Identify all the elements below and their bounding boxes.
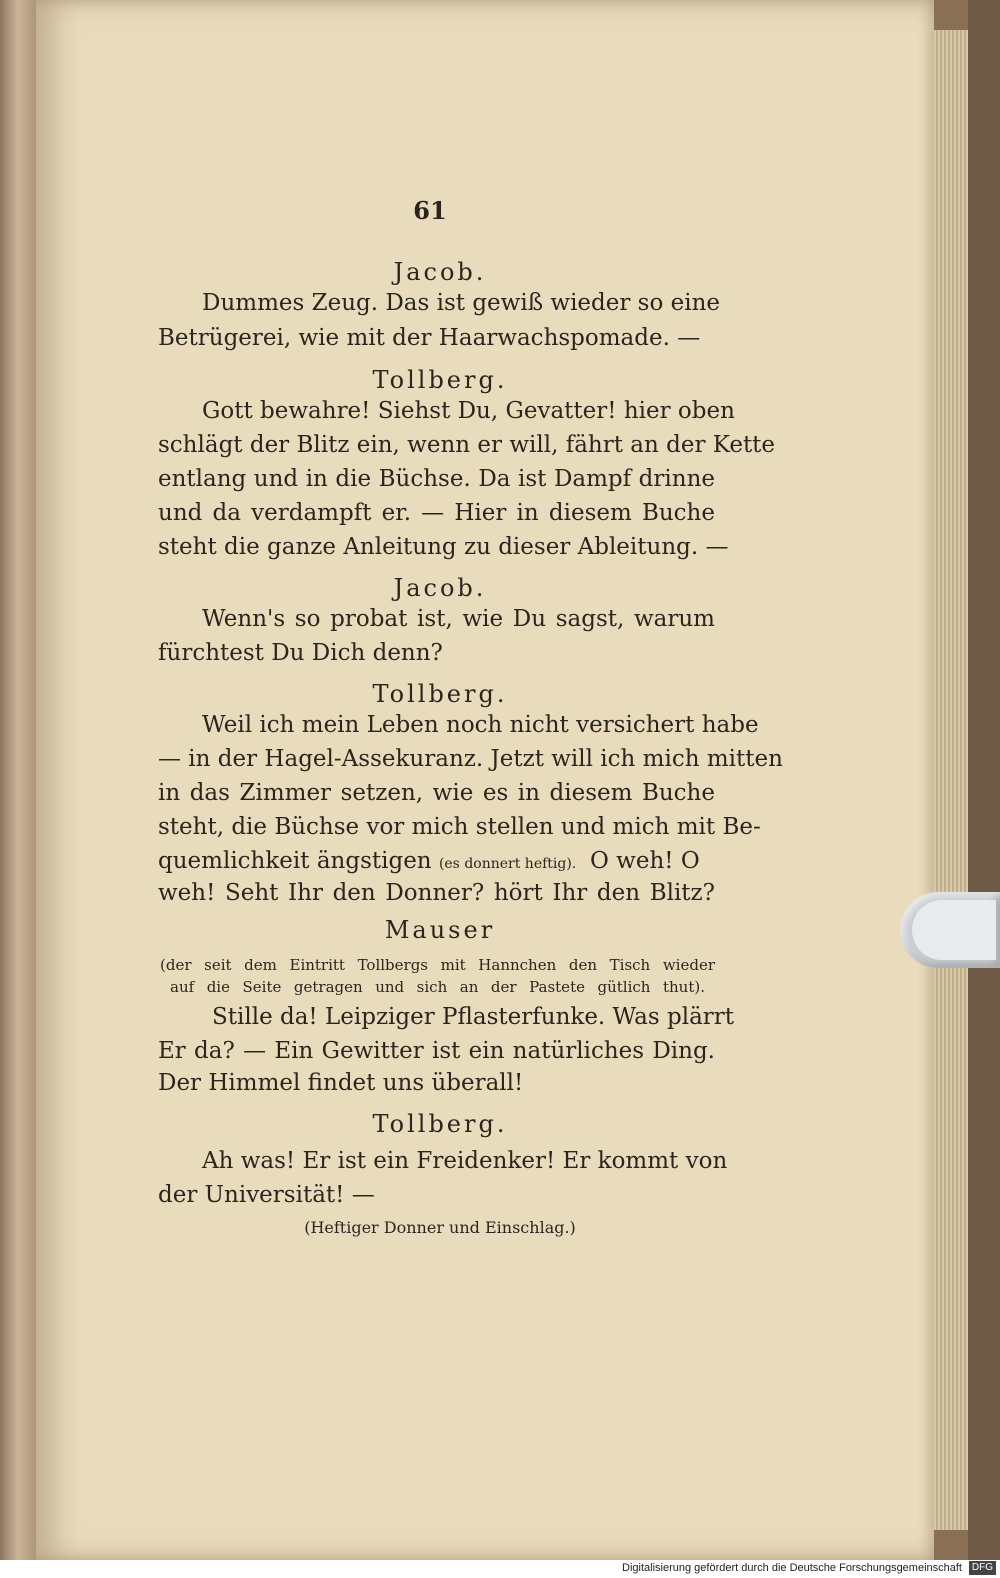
dialogue-line-part: quemlichkeit ängstigen <box>158 848 432 874</box>
page-tab-clip <box>900 892 1000 968</box>
dialogue-line: steht, die Büchse vor mich stellen und mich mit Be- <box>158 814 761 840</box>
speaker-mauser: Mauser <box>384 916 496 944</box>
stage-direction: (der seit dem Eintritt Tollbergs mit Hannchen den Tisch wieder <box>160 956 715 974</box>
stage-direction-inline: (es donnert heftig). <box>438 856 577 872</box>
dialogue-line-part: O weh! O <box>590 848 700 874</box>
dialogue-line: weh! Seht Ihr den Donner? hört Ihr den Blitz? <box>158 880 715 906</box>
page-stack-edge <box>934 30 968 1530</box>
stage-direction: (Heftiger Donner und Einschlag.) <box>304 1218 576 1237</box>
dialogue-line: — in der Hagel-Assekuranz. Jetzt will ich mich mitten <box>158 746 783 772</box>
dialogue-line: und da verdampft er. — Hier in diesem Buche <box>158 500 715 526</box>
dialogue-line: steht die ganze Anleitung zu dieser Ableitung. — <box>158 534 729 560</box>
dialogue-line: Weil ich mein Leben noch nicht versichert habe <box>202 712 759 738</box>
page-tab-clip-inner <box>912 900 996 960</box>
dialogue-line: entlang und in die Büchse. Da ist Dampf drinne <box>158 466 715 492</box>
book-cover-edge <box>968 0 1000 1560</box>
footer-credit: Digitalisierung gefördert durch die Deutsche Forschungsgemeinschaft <box>622 1562 962 1574</box>
dialogue-line: Der Himmel findet uns überall! <box>158 1070 524 1096</box>
dfg-logo: DFG <box>969 1561 996 1575</box>
dialogue-line: Betrügerei, wie mit der Haarwachspomade. — <box>158 325 701 351</box>
speaker-tollberg: Tollberg. <box>372 680 508 708</box>
dialogue-line: schlägt der Blitz ein, wenn er will, fährt an der Kette <box>158 432 776 458</box>
left-page-edge <box>0 0 40 1560</box>
speaker-tollberg: Tollberg. <box>372 366 508 394</box>
dialogue-line: in das Zimmer setzen, wie es in diesem Buche <box>158 780 715 806</box>
dialogue-line: Wenn's so probat ist, wie Du sagst, warum <box>202 606 715 632</box>
speaker-jacob: Jacob. <box>393 258 487 286</box>
dialogue-line: fürchtest Du Dich denn? <box>158 640 443 666</box>
page-number: 61 <box>413 196 447 225</box>
stage-direction: auf die Seite getragen und sich an der Pastete gütlich thut). <box>170 978 705 996</box>
dialogue-line <box>158 848 700 874</box>
dialogue-line: Dummes Zeug. Das ist gewiß wieder so eine <box>202 290 721 316</box>
dialogue-line: Er da? — Ein Gewitter ist ein natürliches Ding. <box>158 1038 715 1064</box>
speaker-jacob: Jacob. <box>393 574 487 602</box>
dialogue-line: der Universität! — <box>158 1182 375 1208</box>
speaker-tollberg: Tollberg. <box>372 1110 508 1138</box>
dialogue-line: Stille da! Leipziger Pflasterfunke. Was plärrt <box>212 1004 735 1030</box>
dialogue-line: Ah was! Er ist ein Freidenker! Er kommt von <box>202 1148 728 1174</box>
dialogue-line: Gott bewahre! Siehst Du, Gevatter! hier oben <box>202 398 735 424</box>
